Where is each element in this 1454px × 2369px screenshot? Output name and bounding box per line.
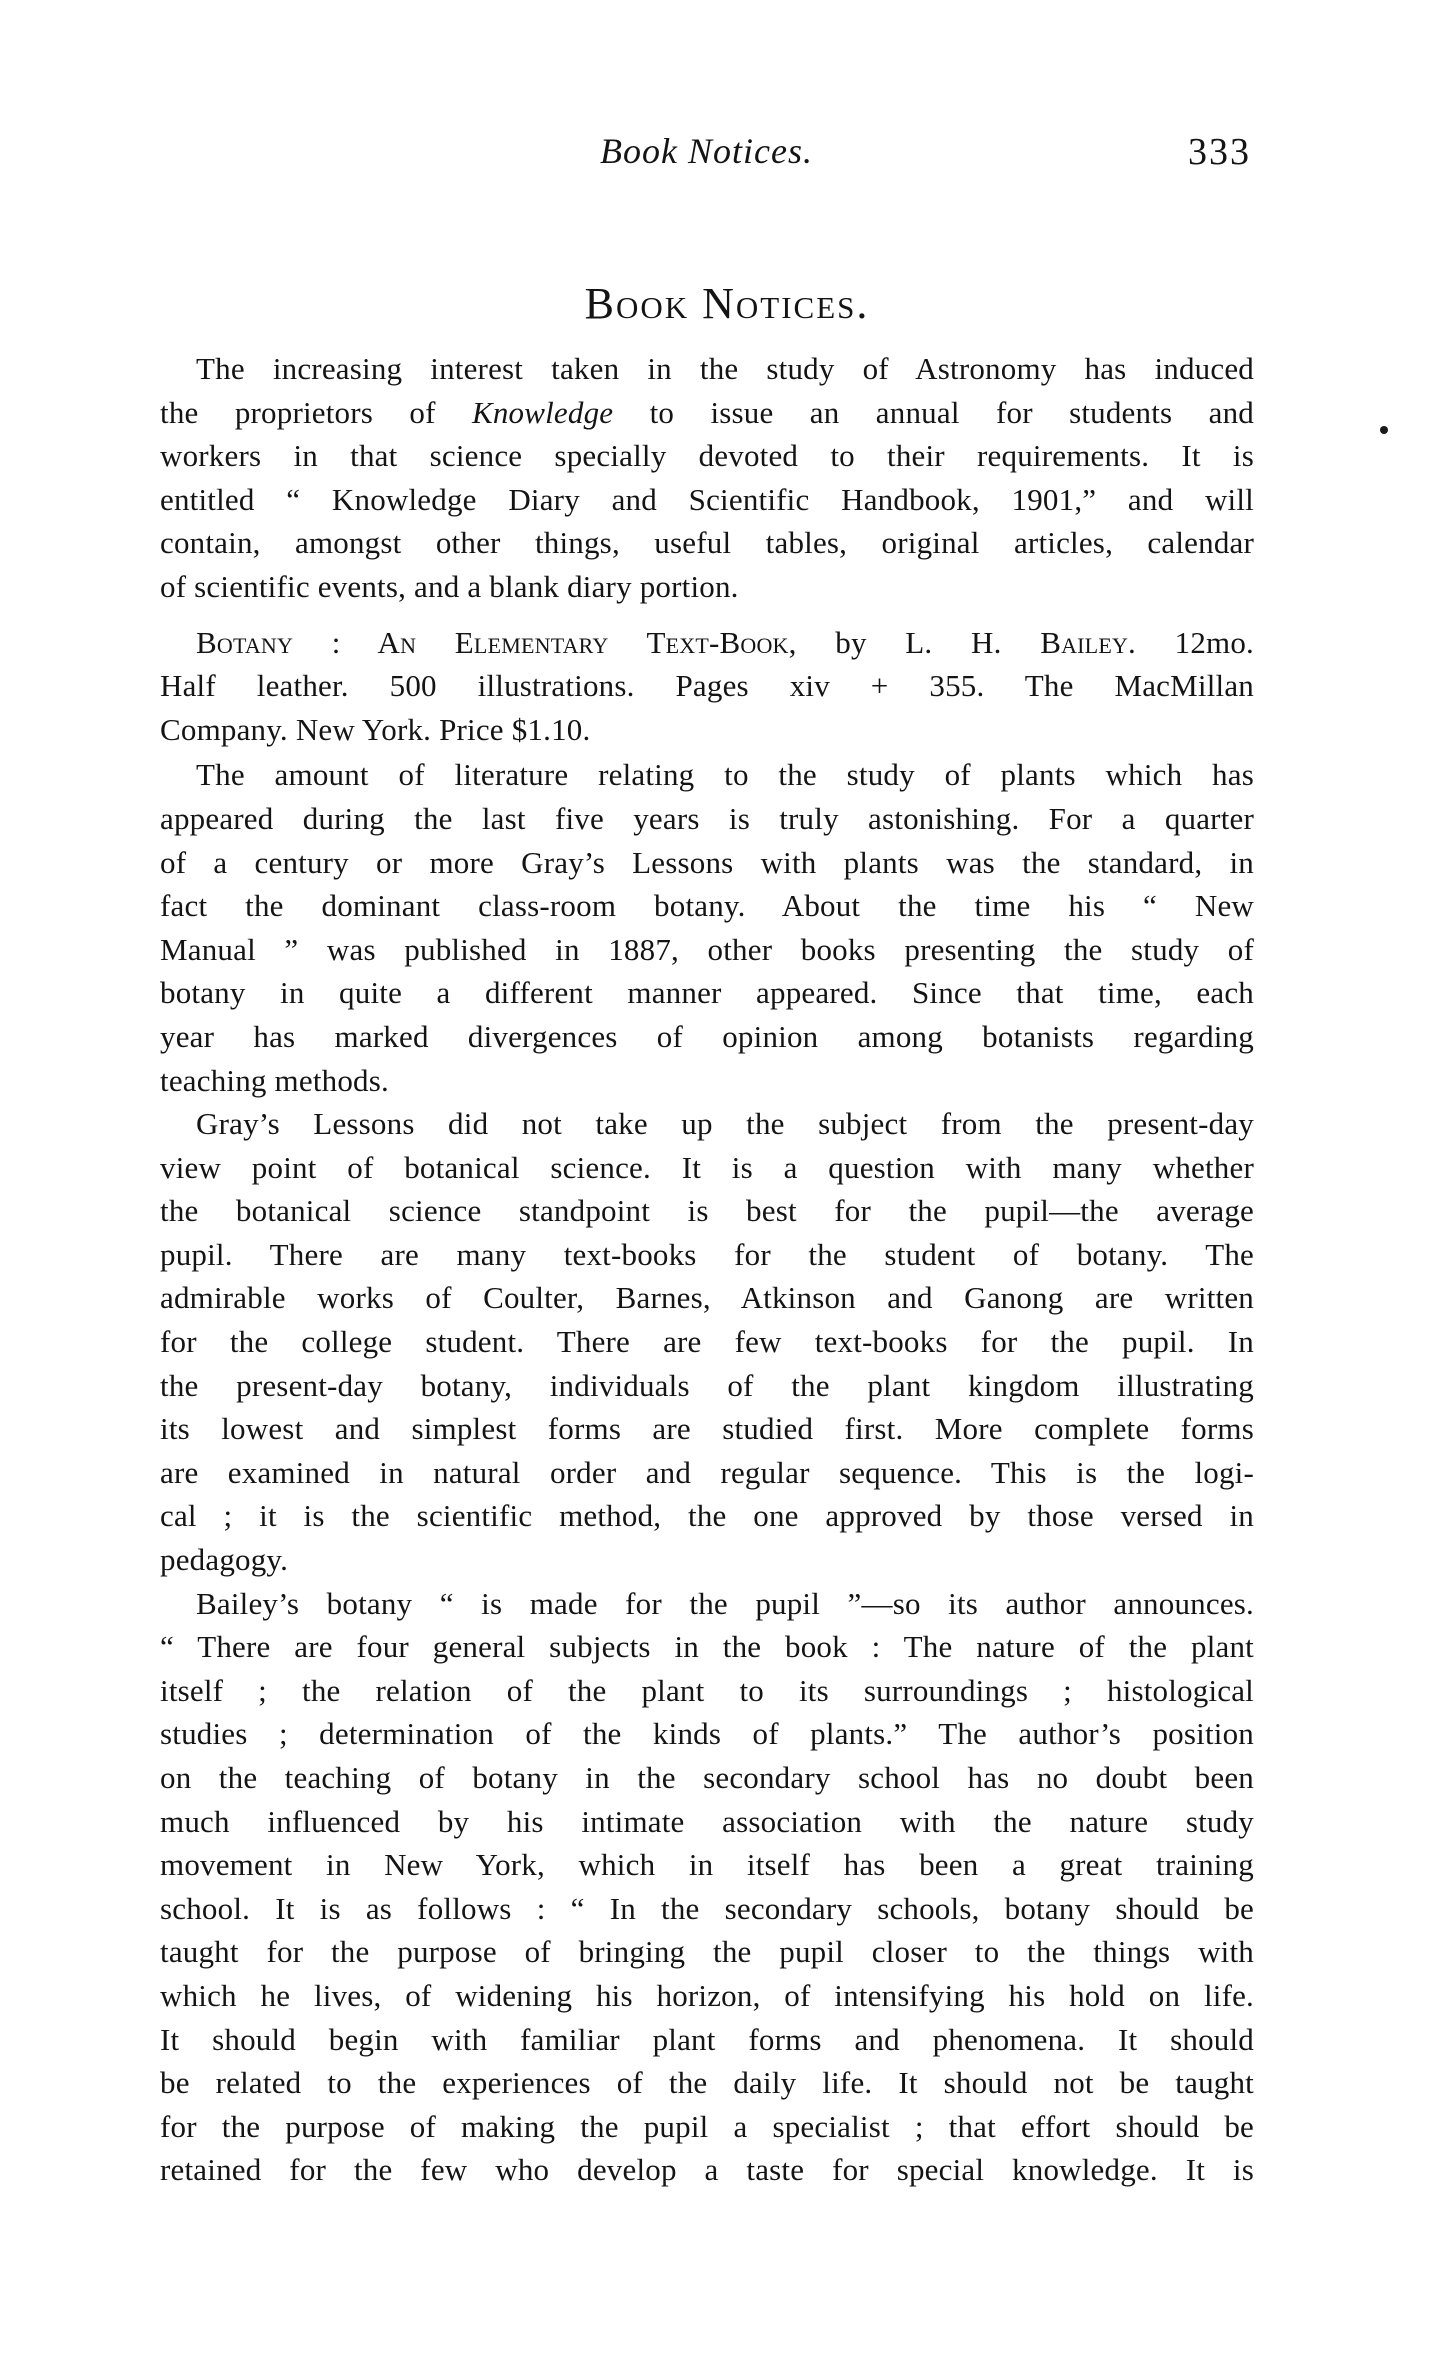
text-line: of scientific events, and a blank diary portion. (160, 568, 739, 604)
paragraph (160, 753, 1254, 1102)
text-line: studies ; determination of the kinds of plants.” The author’s position (160, 1716, 1254, 1752)
text-line: the present-day botany, individuals of the plant kingdom illustrating (160, 1367, 1254, 1403)
page-number: 333 (1188, 131, 1251, 173)
text-line: cal ; it is the scientific method, the one approved by those versed in (160, 1498, 1254, 1534)
text-line: school. It is as follows : “ In the secondary schools, botany should be (160, 1890, 1254, 1926)
text-line: are examined in natural order and regular sequence. This is the logi- (160, 1454, 1254, 1490)
text-line: pupil. There are many text-books for the student of botany. The (160, 1236, 1254, 1272)
text-line: Gray’s Lessons did not take up the subject from the present-day (196, 1106, 1254, 1142)
margin-mark (1380, 426, 1388, 434)
text-line: the botanical science standpoint is best for the pupil—the average (160, 1193, 1254, 1229)
text-line: It should begin with familiar plant forms and phenomena. It should (160, 2021, 1254, 2057)
text-line: view point of botanical science. It is a question with many whether (160, 1149, 1254, 1185)
text-line: workers in that science specially devoted to their requirements. It is (160, 438, 1254, 474)
text-line: The amount of literature relating to the study of plants which has (196, 757, 1254, 793)
running-title: Book Notices. (600, 131, 813, 171)
journal-title: Knowledge (471, 394, 614, 430)
text-line: botany in quite a different manner appeared. Since that time, each (160, 975, 1254, 1011)
text-line: Company. New York. Price $1.10. (160, 711, 591, 747)
text-line: its lowest and simplest forms are studied first. More complete forms (160, 1411, 1254, 1447)
text-line: taught for the purpose of bringing the pupil closer to the things with (160, 1934, 1254, 1970)
book-author: Bailey (1040, 624, 1129, 660)
text-line: teaching methods. (160, 1062, 389, 1098)
paragraph (160, 1582, 1254, 2192)
text-line: retained for the few who develop a taste for special knowledge. It is (160, 2152, 1254, 2188)
text-line: be related to the experiences of the daily life. It should not be taught (160, 2065, 1254, 2101)
text-line: admirable works of Coulter, Barnes, Atkinson and Ganong are written (160, 1280, 1254, 1316)
text-line: The increasing interest taken in the study of Astronomy has induced (196, 351, 1254, 386)
page-body (160, 347, 1254, 2192)
text-line: Botany : An Elementary Text-Book, by L. H. Bailey. 12mo. (196, 624, 1254, 660)
text-line: contain, amongst other things, useful tables, original articles, calendar (160, 525, 1254, 561)
text-line: for the purpose of making the pupil a specialist ; that effort should be (160, 2108, 1254, 2144)
text-line: the proprietors of Knowledge to issue an annual for students and (160, 394, 1254, 430)
text-line: Bailey’s botany “ is made for the pupil ”—so its author announces. (196, 1585, 1254, 1621)
text-line: Manual ” was published in 1887, other books presenting the study of (160, 931, 1254, 967)
section-title: Book Notices. (584, 279, 870, 328)
text-line: much influenced by his intimate association with the nature study (160, 1803, 1254, 1839)
text-line: movement in New York, which in itself has been a great training (160, 1847, 1254, 1883)
book-title: Botany : An Elementary Text-Book (196, 624, 789, 660)
text-line: “ There are four general subjects in the book : The nature of the plant (160, 1629, 1254, 1665)
text-line: for the college student. There are few text-books for the pupil. In (160, 1324, 1254, 1360)
text-line: Half leather. 500 illustrations. Pages xiv + 355. The MacMillan (160, 668, 1254, 704)
text-line: entitled “ Knowledge Diary and Scientific Handbook, 1901,” and will (160, 481, 1254, 517)
text-line: appeared during the last five years is truly astonishing. For a quarter (160, 800, 1254, 836)
text-line: pedagogy. (160, 1542, 289, 1578)
running-header (0, 130, 1454, 190)
book-citation (160, 621, 1254, 752)
text-line: year has marked divergences of opinion among botanists regarding (160, 1018, 1254, 1054)
paragraph (160, 347, 1254, 609)
text-line: on the teaching of botany in the secondary school has no doubt been (160, 1760, 1254, 1795)
text-line: which he lives, of widening his horizon, of intensifying his hold on life. (160, 1977, 1254, 2013)
text-line: fact the dominant class-room botany. About the time his “ New (160, 888, 1254, 924)
paragraph (160, 1102, 1254, 1582)
text-line: of a century or more Gray’s Lessons with plants was the standard, in (160, 844, 1254, 880)
text-line: itself ; the relation of the plant to its surroundings ; histological (160, 1672, 1254, 1708)
